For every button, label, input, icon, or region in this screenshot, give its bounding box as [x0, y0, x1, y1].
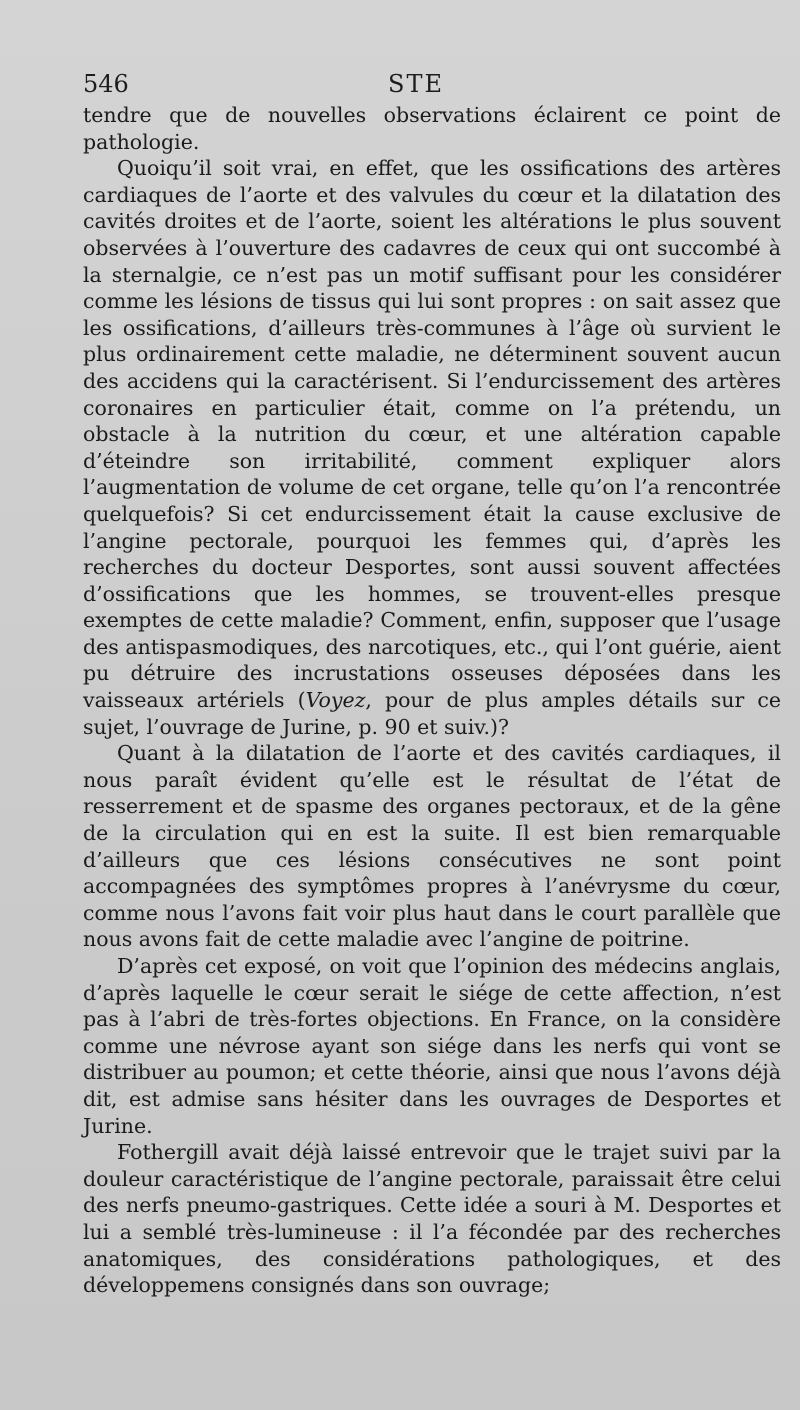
paragraph	[83, 155, 781, 740]
italic-reference: Voyez	[305, 688, 366, 713]
paragraph: D’après cet exposé, on voit que l’opinion des médecins anglais, d’après laquelle le cœur serait le siége de cette affection, n’est pas à l’abri de très-fortes objections. En France, on la considère comme une névrose ayant son siége dans les nerfs qui vont se distribuer au poumon; et cette théorie, ainsi que nous l’avons déjà dit, est admise sans hésiter dans les ouvrages de Desportes et Jurine.	[83, 954, 781, 1138]
body-text	[83, 102, 781, 1299]
paragraph: tendre que de nouvelles observations éclairent ce point de pathologie.	[83, 103, 781, 154]
paragraph: Quant à la dilatation de l’aorte et des cavités cardiaques, il nous paraît évident qu’elle est le résultat de l’état de resserrement et de spasme des organes pectoraux, et de la gêne de la circulation qui en est la suite. Il est bien remarquable d’ailleurs que ces lésions consécutives ne sont point accompagnées des symptômes propres à l’anévrysme du cœur, comme nous l’avons fait voir plus haut dans le court parallèle que nous avons fait de cette maladie avec l’angine de poitrine.	[83, 741, 781, 952]
paragraph-text: Quoiqu’il soit vrai, en effet, que les ossifications des artères cardiaques de l’aorte et des valvules du cœur et la dilatation des cavités droites et de l’aorte, soient les altérations le plus souvent observées à l’ouverture des cadavres de ceux qui ont succombé à la sternalgie, ce n’est pas un motif suffisant pour les considérer comme les lésions de tissus qui lui sont propres : on sait assez que les ossifications, d’ailleurs très-communes à l’âge où survient le plus ordinairement cette maladie, ne déterminent souvent aucun des accidens qui la caractérisent. Si l’endurcissement des artères coronaires en particulier était, comme on l’a prétendu, un obstacle à la nutrition du cœur, et une altération capable d’éteindre son irritabilité, comment expliquer alors l’augmentation de volume de cet organe, telle qu’on l’a rencontrée quelquefois? Si cet endurcissement était la cause exclusive de l’angine pectorale, pourquoi les femmes qui, d’après les recherches du docteur Desportes, sont aussi souvent affectées d’ossifications que les hommes, se trouvent-elles presque exemptes de cette maladie? Comment, enfin, supposer que l’usage des antispasmodiques, des narcotiques, etc., qui l’ont guérie, aient pu détruire des incrustations osseuses déposées dans les vaisseaux artériels (	[83, 156, 781, 713]
page-header	[83, 62, 763, 102]
page-number: 546	[83, 70, 129, 98]
paragraph-text-after: , pour de plus amples détails sur ce sujet, l’ouvrage de Jurine, p. 90 et suiv.)?	[83, 688, 781, 739]
paragraph: Fothergill avait déjà laissé entrevoir que le trajet suivi par la douleur caractéristique de l’angine pectorale, paraissait être celui des nerfs pneumo-gastriques. Cette idée a souri à M. Desportes et lui a semblé très-lumineuse : il l’a fécondée par des recherches anatomiques, des considérations pathologiques, et des développemens consignés dans son ouvrage;	[83, 1140, 781, 1298]
running-head: STE	[388, 70, 444, 98]
